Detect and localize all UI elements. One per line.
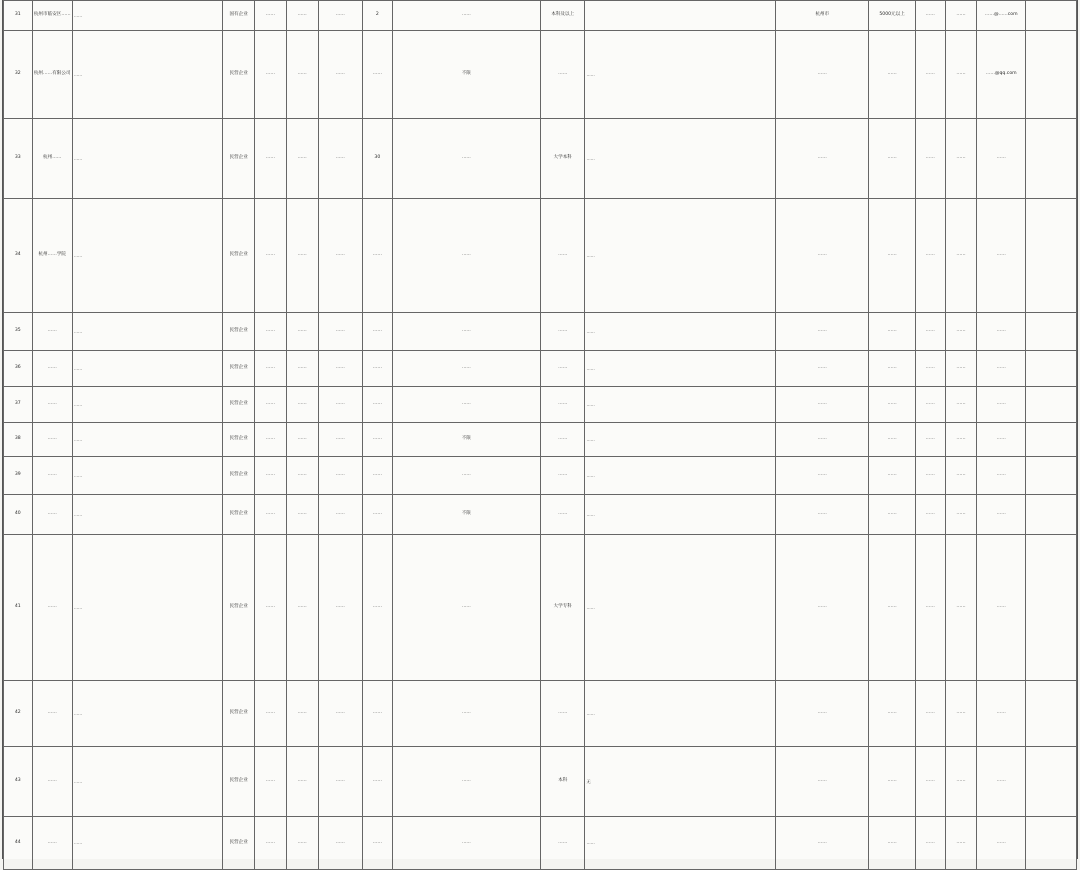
company-description: …… (72, 119, 222, 199)
position-name: …… (318, 31, 362, 119)
work-area: …… (286, 457, 318, 495)
company-description: …… (72, 535, 222, 681)
company-name: 杭州…… (32, 119, 72, 199)
company-nature: 民营企业 (223, 681, 255, 747)
salary: …… (869, 313, 916, 351)
remark-cell (1026, 351, 1077, 387)
position-name: …… (318, 1, 362, 31)
company-name: 杭州……学院 (32, 199, 72, 313)
company-name: …… (32, 817, 72, 870)
company-description: …… (72, 387, 222, 423)
row-number: 42 (4, 681, 33, 747)
salary: …… (869, 457, 916, 495)
contact-phone: …… (945, 199, 977, 313)
company-name: …… (32, 535, 72, 681)
industry: …… (255, 31, 287, 119)
salary: …… (869, 423, 916, 457)
company-description: …… (72, 31, 222, 119)
company-description: …… (72, 199, 222, 313)
salary: …… (869, 387, 916, 423)
work-area: …… (286, 1, 318, 31)
company-nature: 民营企业 (223, 31, 255, 119)
education-requirement: …… (540, 351, 584, 387)
industry: …… (255, 119, 287, 199)
contact-phone: …… (945, 313, 977, 351)
contact-email: …… (977, 199, 1026, 313)
hiring-count: …… (363, 457, 393, 495)
company-description: …… (72, 313, 222, 351)
contact-phone: …… (945, 351, 977, 387)
required-majors: …… (392, 199, 540, 313)
job-requirements: …… (585, 351, 776, 387)
contact-phone: …… (945, 817, 977, 870)
contact-phone: …… (945, 747, 977, 817)
contact-person: …… (915, 119, 945, 199)
work-area: …… (286, 119, 318, 199)
row-number: 36 (4, 351, 33, 387)
remark-cell (1026, 1, 1077, 31)
education-requirement: …… (540, 199, 584, 313)
salary: …… (869, 351, 916, 387)
work-area: …… (286, 817, 318, 870)
salary: 5000元以上 (869, 1, 916, 31)
remark-cell (1026, 313, 1077, 351)
table-row (4, 423, 1077, 457)
position-name: …… (318, 457, 362, 495)
contact-person: …… (915, 423, 945, 457)
table-row (4, 199, 1077, 313)
company-nature: 民营企业 (223, 423, 255, 457)
job-requirements: …… (585, 31, 776, 119)
row-number: 43 (4, 747, 33, 817)
work-area: …… (286, 313, 318, 351)
education-requirement: 大学本科 (540, 119, 584, 199)
contact-person: …… (915, 313, 945, 351)
industry: …… (255, 817, 287, 870)
work-area: …… (286, 351, 318, 387)
company-nature: 民营企业 (223, 387, 255, 423)
table-row (4, 747, 1077, 817)
table-row (4, 817, 1077, 870)
required-majors: …… (392, 351, 540, 387)
education-requirement: …… (540, 457, 584, 495)
work-area: …… (286, 199, 318, 313)
salary: …… (869, 817, 916, 870)
table-row (4, 119, 1077, 199)
industry: …… (255, 313, 287, 351)
company-description: …… (72, 457, 222, 495)
hiring-count: …… (363, 199, 393, 313)
industry: …… (255, 1, 287, 31)
contact-email: …… (977, 457, 1026, 495)
remark-cell (1026, 495, 1077, 535)
remark-cell (1026, 681, 1077, 747)
company-nature: 国有企业 (223, 1, 255, 31)
company-name: …… (32, 313, 72, 351)
work-location: …… (776, 199, 869, 313)
company-nature: 民营企业 (223, 119, 255, 199)
contact-person: …… (915, 1, 945, 31)
position-name: …… (318, 199, 362, 313)
education-requirement: …… (540, 31, 584, 119)
table-row (4, 681, 1077, 747)
contact-email: …… (977, 313, 1026, 351)
education-requirement: …… (540, 495, 584, 535)
contact-phone: …… (945, 119, 977, 199)
hiring-count: …… (363, 31, 393, 119)
contact-person: …… (915, 535, 945, 681)
industry: …… (255, 387, 287, 423)
company-description: …… (72, 351, 222, 387)
industry: …… (255, 199, 287, 313)
work-location: …… (776, 423, 869, 457)
contact-person: …… (915, 31, 945, 119)
company-nature: 民营企业 (223, 313, 255, 351)
row-number: 44 (4, 817, 33, 870)
contact-email: …… (977, 535, 1026, 681)
position-name: …… (318, 817, 362, 870)
work-location: …… (776, 119, 869, 199)
remark-cell (1026, 747, 1077, 817)
hiring-count: …… (363, 817, 393, 870)
job-requirements: …… (585, 199, 776, 313)
table-row (4, 31, 1077, 119)
education-requirement: …… (540, 423, 584, 457)
hiring-count: 30 (363, 119, 393, 199)
required-majors: …… (392, 681, 540, 747)
industry: …… (255, 681, 287, 747)
industry: …… (255, 535, 287, 681)
salary: …… (869, 199, 916, 313)
required-majors: …… (392, 313, 540, 351)
job-requirements (585, 1, 776, 31)
company-nature: 民营企业 (223, 817, 255, 870)
company-name: …… (32, 351, 72, 387)
required-majors: …… (392, 1, 540, 31)
work-area: …… (286, 747, 318, 817)
job-requirements: …… (585, 313, 776, 351)
recruitment-table (3, 0, 1077, 870)
row-number: 37 (4, 387, 33, 423)
industry: …… (255, 747, 287, 817)
company-name: …… (32, 387, 72, 423)
contact-phone: …… (945, 31, 977, 119)
work-area: …… (286, 535, 318, 681)
contact-phone: …… (945, 535, 977, 681)
company-description: …… (72, 495, 222, 535)
education-requirement: …… (540, 387, 584, 423)
company-nature: 民营企业 (223, 747, 255, 817)
work-location: …… (776, 747, 869, 817)
education-requirement: 大学专科 (540, 535, 584, 681)
contact-email: …… (977, 423, 1026, 457)
salary: …… (869, 747, 916, 817)
contact-email: …… (977, 747, 1026, 817)
work-area: …… (286, 681, 318, 747)
job-requirements: …… (585, 423, 776, 457)
job-requirements: …… (585, 681, 776, 747)
work-location: …… (776, 31, 869, 119)
company-nature: 民营企业 (223, 457, 255, 495)
required-majors: …… (392, 747, 540, 817)
remark-cell (1026, 457, 1077, 495)
company-name: …… (32, 747, 72, 817)
table-row (4, 457, 1077, 495)
position-name: …… (318, 387, 362, 423)
contact-person: …… (915, 681, 945, 747)
required-majors: 不限 (392, 423, 540, 457)
position-name: …… (318, 535, 362, 681)
position-name: …… (318, 423, 362, 457)
work-location: …… (776, 495, 869, 535)
company-description: …… (72, 817, 222, 870)
contact-phone: …… (945, 387, 977, 423)
work-location: 杭州市 (776, 1, 869, 31)
required-majors: …… (392, 119, 540, 199)
industry: …… (255, 495, 287, 535)
company-name: 杭州市临安区…… (32, 1, 72, 31)
company-nature: 民营企业 (223, 495, 255, 535)
position-name: …… (318, 119, 362, 199)
work-area: …… (286, 387, 318, 423)
row-number: 41 (4, 535, 33, 681)
spreadsheet-page (2, 0, 1078, 859)
contact-email: …… (977, 387, 1026, 423)
contact-phone: …… (945, 495, 977, 535)
job-requirements: …… (585, 535, 776, 681)
remark-cell (1026, 387, 1077, 423)
contact-email: …… (977, 351, 1026, 387)
salary: …… (869, 119, 916, 199)
position-name: …… (318, 495, 362, 535)
industry: …… (255, 351, 287, 387)
industry: …… (255, 457, 287, 495)
contact-phone: …… (945, 457, 977, 495)
company-name: …… (32, 681, 72, 747)
work-location: …… (776, 817, 869, 870)
work-location: …… (776, 351, 869, 387)
education-requirement: …… (540, 681, 584, 747)
education-requirement: …… (540, 313, 584, 351)
work-area: …… (286, 31, 318, 119)
contact-person: …… (915, 457, 945, 495)
company-name: …… (32, 457, 72, 495)
row-number: 33 (4, 119, 33, 199)
remark-cell (1026, 199, 1077, 313)
row-number: 40 (4, 495, 33, 535)
contact-person: …… (915, 817, 945, 870)
contact-email: …… (977, 817, 1026, 870)
education-requirement: 本科及以上 (540, 1, 584, 31)
required-majors: …… (392, 457, 540, 495)
required-majors: 不限 (392, 495, 540, 535)
row-number: 31 (4, 1, 33, 31)
contact-person: …… (915, 387, 945, 423)
industry: …… (255, 423, 287, 457)
table-row (4, 351, 1077, 387)
work-location: …… (776, 535, 869, 681)
table-row (4, 387, 1077, 423)
salary: …… (869, 681, 916, 747)
contact-person: …… (915, 747, 945, 817)
row-number: 38 (4, 423, 33, 457)
remark-cell (1026, 535, 1077, 681)
remark-cell (1026, 817, 1077, 870)
job-requirements: 无 (585, 747, 776, 817)
contact-email: ……@qq.com (977, 31, 1026, 119)
required-majors: …… (392, 535, 540, 681)
job-requirements: …… (585, 387, 776, 423)
work-area: …… (286, 423, 318, 457)
company-name: 杭州……有限公司 (32, 31, 72, 119)
contact-person: …… (915, 199, 945, 313)
work-location: …… (776, 387, 869, 423)
contact-person: …… (915, 351, 945, 387)
hiring-count: …… (363, 313, 393, 351)
position-name: …… (318, 313, 362, 351)
company-description: …… (72, 747, 222, 817)
table-row (4, 1, 1077, 31)
hiring-count: …… (363, 423, 393, 457)
row-number: 32 (4, 31, 33, 119)
position-name: …… (318, 747, 362, 817)
contact-phone: …… (945, 681, 977, 747)
hiring-count: …… (363, 387, 393, 423)
company-nature: 民营企业 (223, 535, 255, 681)
hiring-count: …… (363, 681, 393, 747)
hiring-count: …… (363, 535, 393, 681)
position-name: …… (318, 351, 362, 387)
table-row (4, 535, 1077, 681)
contact-person: …… (915, 495, 945, 535)
company-nature: 民营企业 (223, 351, 255, 387)
work-location: …… (776, 313, 869, 351)
job-requirements: …… (585, 817, 776, 870)
education-requirement: 本科 (540, 747, 584, 817)
company-nature: 民营企业 (223, 199, 255, 313)
contact-email: …… (977, 495, 1026, 535)
hiring-count: …… (363, 495, 393, 535)
job-requirements: …… (585, 119, 776, 199)
salary: …… (869, 535, 916, 681)
required-majors: 不限 (392, 31, 540, 119)
remark-cell (1026, 119, 1077, 199)
required-majors: …… (392, 817, 540, 870)
salary: …… (869, 31, 916, 119)
work-area: …… (286, 495, 318, 535)
position-name: …… (318, 681, 362, 747)
hiring-count: 2 (363, 1, 393, 31)
row-number: 34 (4, 199, 33, 313)
table-row (4, 313, 1077, 351)
row-number: 35 (4, 313, 33, 351)
table-row (4, 495, 1077, 535)
job-requirements: …… (585, 495, 776, 535)
work-location: …… (776, 681, 869, 747)
company-name: …… (32, 495, 72, 535)
contact-phone: …… (945, 423, 977, 457)
company-description: …… (72, 423, 222, 457)
remark-cell (1026, 423, 1077, 457)
hiring-count: …… (363, 747, 393, 817)
contact-email: …… (977, 119, 1026, 199)
contact-phone: …… (945, 1, 977, 31)
job-requirements: …… (585, 457, 776, 495)
salary: …… (869, 495, 916, 535)
company-description: …… (72, 1, 222, 31)
row-number: 39 (4, 457, 33, 495)
required-majors: …… (392, 387, 540, 423)
contact-email: ……@……com (977, 1, 1026, 31)
remark-cell (1026, 31, 1077, 119)
company-description: …… (72, 681, 222, 747)
contact-email: …… (977, 681, 1026, 747)
work-location: …… (776, 457, 869, 495)
company-name: …… (32, 423, 72, 457)
education-requirement: …… (540, 817, 584, 870)
hiring-count: …… (363, 351, 393, 387)
